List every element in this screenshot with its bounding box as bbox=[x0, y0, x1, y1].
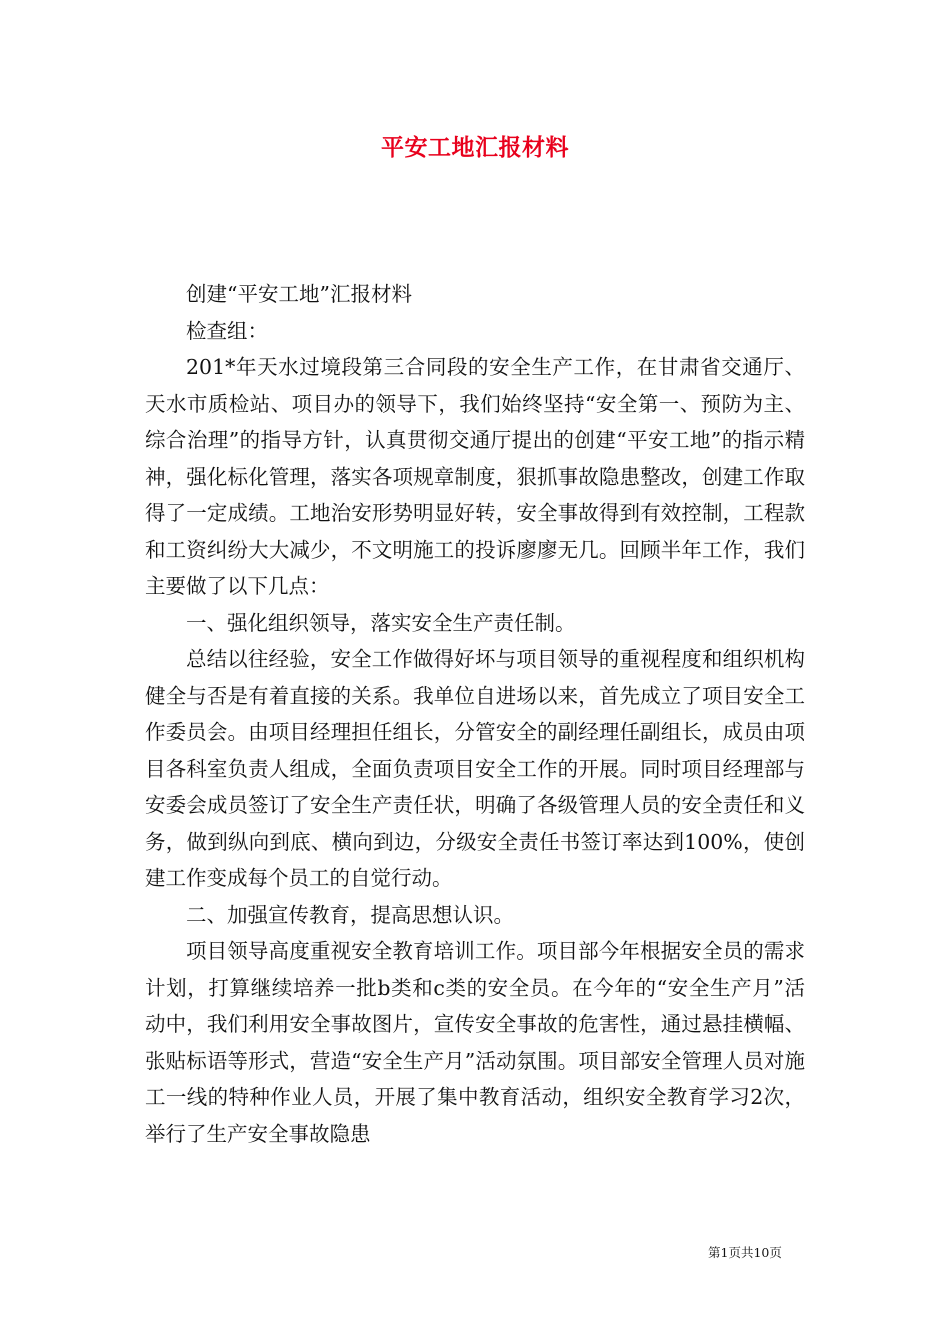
paragraph-salutation: 检查组： bbox=[186, 318, 268, 343]
paragraph-heading: 创建“平安工地”汇报材料 bbox=[186, 282, 412, 306]
paragraph-intro: 201*年天水过境段第三合同段的安全生产工作，在甘肃省交通厅、天水市质检站、项目办的领导下，我们始终坚持“安全第一、预防为主、综合治理”的指导方针，认真贯彻交通厅提出的创建“平安工地”的指示精神，强化标化管理，落实各项规章制度，狠抓事故隐患整改，创建工作取得了一定成绩。工地治安形势明显好转，安全事故得到有效控制，工程款和工资纠纷大大减少，不文明施工的投诉廖廖无几。回顾半年工作，我们主要做了以下几点： bbox=[145, 355, 805, 598]
document-body bbox=[145, 276, 805, 1152]
paragraph-section-2: 项目领导高度重视安全教育培训工作。项目部今年根据安全员的需求计划，打算继续培养一批b类和c类的安全员。在今年的“安全生产月”活动中，我们利用安全事故图片，宣传安全事故的危害性，通过悬挂横幅、张贴标语等形式，营造“安全生产月”活动氛围。项目部安全管理人员对施工一线的特种作业人员，开展了集中教育活动，组织安全教育学习2次，举行了生产安全事故隐患 bbox=[145, 939, 805, 1146]
section-heading-2: 二、加强宣传教育，提高思想认识。 bbox=[186, 902, 514, 927]
section-heading-1: 一、强化组织领导，落实安全生产责任制。 bbox=[186, 610, 576, 635]
page-number: 第1页共10页 bbox=[708, 1245, 782, 1260]
paragraph-section-1: 总结以往经验，安全工作做得好坏与项目领导的重视程度和组织机构健全与否是有着直接的关系。我单位自进场以来，首先成立了项目安全工作委员会。由项目经理担任组长，分管安全的副经理任副组长，成员由项目各科室负责人组成，全面负责项目安全工作的开展。同时项目经理部与安委会成员签订了安全生产责任状，明确了各级管理人员的安全责任和义务，做到纵向到底、横向到边，分级安全责任书签订率达到100%，使创建工作变成每个员工的自觉行动。 bbox=[145, 647, 805, 890]
document-title: 平安工地汇报材料 bbox=[381, 134, 569, 161]
